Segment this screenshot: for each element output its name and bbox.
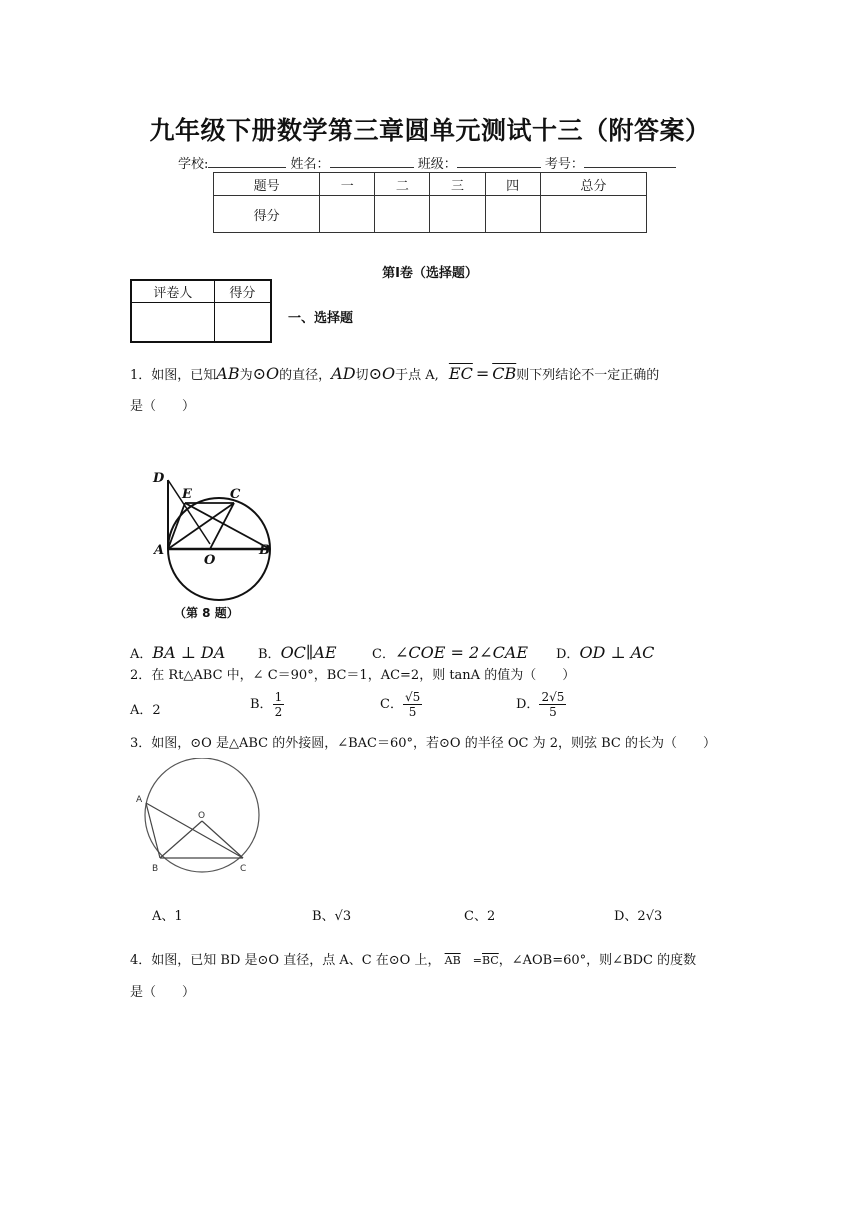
score-header-cell: 三 [430,173,485,196]
q2-option-c [380,690,422,719]
q1-label-d: D [153,471,165,486]
q1-text: 于点 A, [395,368,439,383]
option-label: A． [130,647,153,662]
class-blank [457,155,541,168]
q1-circle-o: ⊙O [368,364,396,383]
question-3-stem: 3．如图，⊙O 是△ABC 的外接圆，∠BAC＝60°，若⊙O 的半径 OC 为 2，则弦 BC 的长为（ ） [130,736,716,751]
q1-line-oc [210,503,234,549]
q3-label-a: A [136,795,143,805]
exam-number-blank [584,155,676,168]
school-blank [208,155,286,168]
option-label: B． [258,647,281,662]
score-cell [540,196,646,233]
q4-arc-bc: $\overline{BC}$ [482,954,499,967]
score-header-cell: 总分 [540,173,646,196]
option-label: D． [516,697,540,712]
q3-label-o: O [198,811,206,821]
q3-figure [134,758,260,880]
name-blank [330,155,414,168]
q1-text: 则下列结论不一定正确的 [516,368,660,383]
section-title: 一、选择题 [288,311,354,326]
q1-figure [148,466,280,628]
class-label: 班级： [417,157,457,172]
q2-option-b [250,690,284,719]
q2-option-a: A．2 [130,703,161,718]
option-expr: BA ⊥ DA [152,643,226,662]
q3-option-d: D、2√3 [614,909,663,924]
q3-label-b: B [152,864,159,874]
grader-table [130,279,272,343]
q3-label-c: C [240,864,247,874]
numerator: √5 [404,690,421,704]
option-label: B． [250,697,273,712]
q1-option-c [372,643,528,662]
question-2-stem: 2．在 Rt△ABC 中，∠ C＝90°，BC＝1，AC=2，则 tanA 的值为（ ） [130,668,576,683]
q1-label-b: B [259,543,270,558]
fraction [273,690,285,719]
score-header-cell: 一 [320,173,375,196]
score-header-cell: 四 [485,173,540,196]
q3-line-ac [146,803,243,858]
q3-option-b: B、√3 [312,909,352,924]
q1-text: 1．如图，已知 [130,368,217,383]
student-info-line [178,153,676,172]
q1-circle-o: ⊙O [252,364,280,383]
q1-figure-caption: （第 8 题） [174,606,239,620]
score-cell [430,196,485,233]
q1-option-d [556,643,654,662]
score-cell [375,196,430,233]
q4-arc-ab: $\overline{AB}$ [444,954,461,967]
denominator: 5 [408,705,417,719]
score-cell [485,196,540,233]
score-cell [320,196,375,233]
school-label: 学校: [178,157,209,172]
fraction [539,690,566,719]
q1-label-c: C [230,487,241,502]
score-header-cell: 二 [375,173,430,196]
q1-option-a [130,643,225,662]
q1-line-ac [168,503,234,549]
q2-option-d [516,690,566,719]
q1-arc-ec: $\overline{EC}$ [448,364,473,383]
option-expr: ∠COE = 2∠CAE [394,643,529,662]
q3-line-ab [146,803,160,858]
q1-ad: AD [331,364,356,383]
q4-text: 4．如图，已知 BD 是⊙O 直径，点 A、C 在⊙O 上， [130,953,441,968]
page-title: 九年级下册数学第三章圆单元测试十三（附答案） [149,116,711,145]
q4-text: ，∠AOB=60°，则∠BDC 的度数 [498,953,697,968]
q1-text: 的直径， [279,368,332,383]
q3-line-ob [160,821,202,858]
q3-line-oc [202,821,243,858]
q3-option-a: A、1 [152,909,183,924]
option-label: C． [372,647,395,662]
score-table [213,172,647,233]
q1-label-e: E [182,487,192,502]
question-1-stem [130,364,659,386]
fraction [403,690,422,719]
q1-arc-cb: $\overline{CB}$ [492,364,517,383]
denominator: 5 [549,705,557,719]
grader-cell [131,302,214,342]
question-1-stem-cont: 是（ ） [130,399,196,414]
q1-text: 为 [239,368,253,383]
option-label: D． [556,647,580,662]
q4-equals: = [472,954,483,967]
option-expr: OD ⊥ AC [579,643,655,662]
exam-number-label: 考号： [544,157,584,172]
name-label: 姓名： [290,157,330,172]
question-4-stem [130,951,696,971]
score-header-cell: 题号 [214,173,320,196]
q1-equals: = [475,364,490,383]
denominator: 2 [274,705,283,719]
option-expr: OC∥AE [280,643,337,662]
score-row-label: 得分 [214,196,320,233]
numerator: 2√5 [541,690,565,704]
q1-option-b [258,643,337,662]
numerator: 1 [274,690,283,704]
question-4-stem-cont: 是（ ） [130,985,196,1000]
grader-header-cell: 得分 [214,280,271,302]
q1-label-a: A [154,543,165,558]
q1-ab: AB [216,364,240,383]
q3-option-c: C、2 [464,909,496,924]
q1-label-o: O [204,553,216,568]
option-label: C． [380,697,403,712]
grader-cell [214,302,271,342]
q1-text: 切 [355,368,369,383]
grader-header-cell: 评卷人 [131,280,214,302]
volume-title: 第Ⅰ卷（选择题） [382,266,478,281]
